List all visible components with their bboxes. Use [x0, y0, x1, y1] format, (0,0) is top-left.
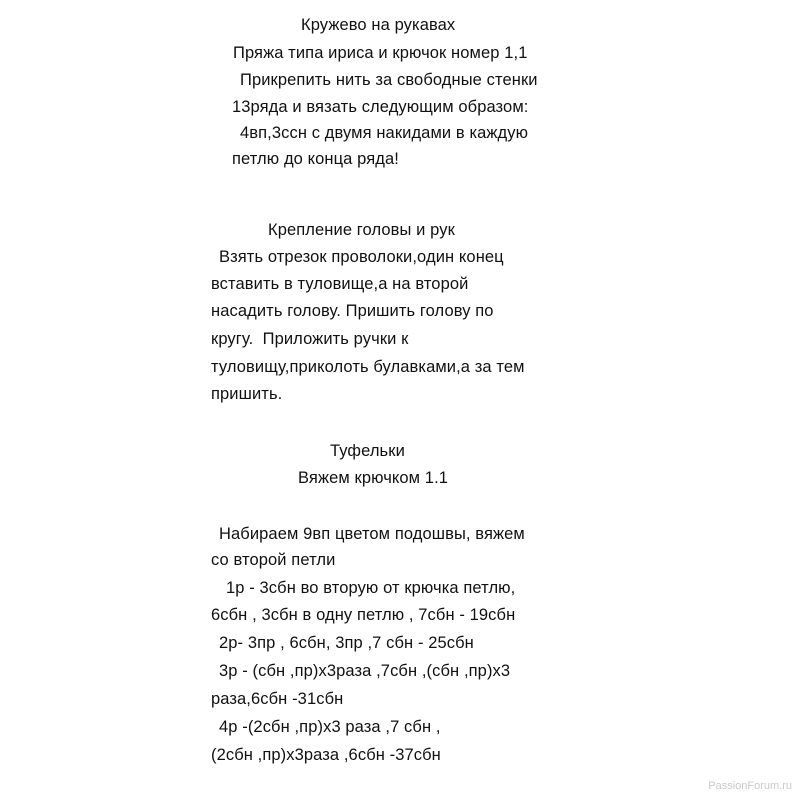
text-line: 6сбн , 3сбн в одну петлю , 7сбн - 19сбн [211, 606, 516, 624]
text-line: 13ряда и вязать следующим образом: [232, 98, 529, 116]
text-line: 3р - (сбн ,пр)х3раза ,7сбн ,(сбн ,пр)х3 [219, 662, 511, 680]
text-line: Набираем 9вп цветом подошвы, вяжем [219, 525, 525, 543]
text-line: пришить. [211, 385, 283, 403]
section-title-head-arms: Крепление головы и рук [268, 221, 455, 239]
text-line: 4р -(2сбн ,пр)х3 раза ,7 сбн , [219, 718, 441, 736]
text-line: Взять отрезок проволоки,один конец [219, 248, 504, 266]
text-line: 2р- 3пр , 6сбн, 3пр ,7 сбн - 25сбн [219, 634, 474, 652]
text-line: кругу. Приложить ручки к [211, 330, 409, 348]
section-title-shoes: Туфельки [330, 442, 405, 460]
text-line: туловищу,приколоть булавками,а за тем [211, 358, 525, 376]
section-title-lace: Кружево на рукавах [301, 16, 456, 34]
text-line: 4вп,3ссн с двумя накидами в каждую [240, 124, 529, 142]
text-line: Прикрепить нить за свободные стенки [240, 71, 538, 89]
text-line: Пряжа типа ириса и крючок номер 1,1 [233, 44, 528, 62]
text-line: вставить в туловище,а на второй [211, 275, 469, 293]
text-line: 1р - 3сбн во вторую от крючка петлю, [226, 579, 516, 597]
text-line: со второй петли [211, 551, 336, 569]
text-line: (2сбн ,пр)х3раза ,6сбн -37сбн [211, 746, 441, 764]
section-subtitle-shoes: Вяжем крючком 1.1 [298, 469, 449, 487]
text-line: раза,6сбн -31сбн [211, 690, 344, 708]
watermark: PassionForum.ru [708, 780, 792, 792]
text-line: петлю до конца ряда! [232, 150, 399, 168]
text-line: насадить голову. Пришить голову по [211, 302, 494, 320]
